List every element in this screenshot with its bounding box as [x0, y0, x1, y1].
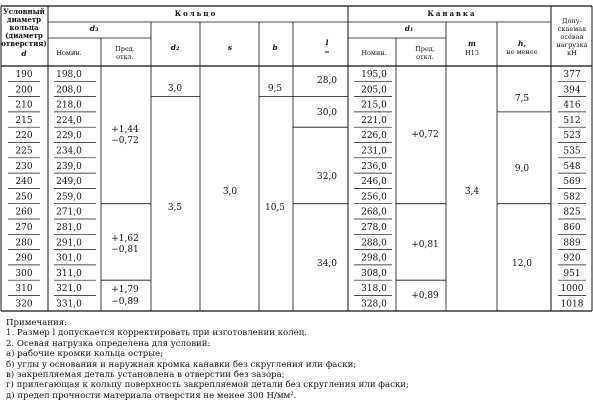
d3-tol-group-b-upper: +1,62: [111, 234, 139, 244]
col-d3-nominal: Номин.: [56, 49, 82, 57]
note-2d: г) прилегающая к кольцу поверхность закрепляемой детали без скругления или фаски;: [6, 380, 409, 391]
table-rules: [1, 6, 592, 311]
col-d1-nominal: Номин.: [361, 49, 387, 57]
row-nominal-diameter: 310: [15, 284, 33, 295]
b-value-b: 10,5: [264, 203, 286, 213]
row-axial-load: 889: [563, 238, 581, 249]
l-value-a: 28,0: [316, 76, 338, 86]
col-d3-tol-2: откл.: [116, 53, 134, 61]
l-value-d: 34,0: [316, 259, 338, 269]
note-1: 1. Размер l допускается корректировать при изготовлении колец.: [6, 328, 308, 339]
note-2c: в) закрепляемая деталь установлена в отверстии без зазора;: [6, 370, 285, 381]
row-ring-d3-nominal: 259,0: [56, 192, 82, 203]
row-ring-d3-nominal: 301,0: [56, 253, 82, 264]
row-ring-d3-nominal: 281,0: [56, 223, 82, 233]
row-nominal-diameter: 210: [15, 100, 33, 111]
col-m-tol: H13: [465, 49, 479, 57]
d1-tol-b: +0,81: [411, 240, 439, 250]
row-groove-d1-nominal: 288,0: [361, 238, 387, 249]
col-d-label-1: Условный: [3, 7, 45, 16]
d3-tol-group-c-lower: −0,89: [111, 297, 139, 307]
col-d-symbol: d: [21, 49, 27, 58]
table-notes: [6, 318, 591, 401]
row-axial-load: 535: [563, 146, 581, 157]
row-axial-load: 825: [563, 207, 581, 218]
d3-tol-group-a-lower: −0,72: [111, 136, 139, 146]
row-nominal-diameter: 240: [15, 177, 33, 188]
row-axial-load: 920: [563, 253, 581, 264]
row-ring-d3-nominal: 249,0: [56, 177, 82, 188]
row-groove-d1-nominal: 308,0: [361, 268, 387, 279]
row-ring-d3-nominal: 234,0: [56, 146, 82, 157]
h-value-b: 9,0: [514, 164, 530, 174]
d2-value-a: 3,0: [167, 84, 183, 94]
l-value-c: 32,0: [316, 172, 338, 182]
row-ring-d3-nominal: 208,0: [56, 85, 82, 96]
col-load-3: осевая: [560, 33, 584, 41]
col-d1-tol-2: откл.: [416, 53, 434, 61]
note-2e: д) предел прочности материала отверстия не менее 300 Н/мм².: [6, 390, 297, 401]
row-nominal-diameter: 320: [15, 299, 33, 310]
row-ring-d3-nominal: 198,0: [56, 70, 82, 80]
row-ring-d3-nominal: 229,0: [56, 131, 82, 142]
col-d1-label: d₁: [404, 24, 414, 33]
row-axial-load: 512: [563, 115, 581, 126]
row-groove-d1-nominal: 318,0: [361, 284, 387, 295]
row-groove-d1-nominal: 231,0: [361, 146, 387, 157]
col-load-5: кН: [567, 49, 577, 57]
group-groove-title: Канавка: [427, 9, 477, 18]
row-groove-d1-nominal: 268,0: [361, 207, 387, 218]
d1-tol-c: +0,89: [411, 291, 439, 301]
col-d3-tol-1: Пред.: [115, 45, 135, 53]
row-groove-d1-nominal: 278,0: [361, 223, 387, 233]
col-l-label: l: [325, 38, 329, 47]
d2-value-b: 3,5: [167, 203, 183, 213]
row-ring-d3-nominal: 311,0: [56, 268, 82, 279]
col-load-4: нагрузка: [556, 41, 588, 49]
row-ring-d3-nominal: 224,0: [56, 115, 82, 126]
row-ring-d3-nominal: 218,0: [56, 100, 82, 111]
row-groove-d1-nominal: 215,0: [361, 100, 387, 111]
row-ring-d3-nominal: 271,0: [56, 207, 82, 218]
m-value: 3,4: [464, 187, 480, 197]
row-groove-d1-nominal: 246,0: [361, 177, 387, 188]
col-d3-label: d₃: [89, 24, 99, 33]
row-axial-load: 548: [563, 161, 581, 172]
col-s-label: s: [227, 43, 233, 52]
col-d1-tol-1: Пред.: [415, 45, 435, 53]
l-value-b: 30,0: [316, 108, 338, 118]
row-axial-load: 377: [563, 70, 581, 80]
row-groove-d1-nominal: 298,0: [361, 253, 387, 264]
row-groove-d1-nominal: 205,0: [361, 85, 387, 96]
h-value-c: 12,0: [511, 259, 533, 269]
col-d-label-2: диаметр: [6, 15, 42, 24]
note-2b: б) углы у основания и наружная кромка канавки без скругления или фаски;: [6, 359, 357, 370]
row-ring-d3-nominal: 239,0: [56, 161, 82, 172]
note-2: 2. Осевая нагрузка определена для условий:: [6, 338, 211, 349]
row-axial-load: 1000: [560, 284, 584, 295]
s-value: 3,0: [222, 187, 238, 197]
row-nominal-diameter: 300: [15, 268, 33, 279]
row-nominal-diameter: 215: [15, 115, 33, 126]
row-axial-load: 569: [563, 177, 581, 188]
row-axial-load: 523: [563, 131, 581, 142]
row-nominal-diameter: 270: [15, 223, 33, 233]
row-nominal-diameter: 225: [15, 146, 33, 157]
merged-cells: [111, 76, 532, 307]
row-nominal-diameter: 200: [15, 85, 33, 96]
row-axial-load: 582: [563, 192, 581, 203]
col-d-label-4: (диаметр: [5, 31, 43, 40]
row-ring-d3-nominal: 321,0: [56, 284, 82, 295]
col-l-approx: ≈: [324, 48, 330, 56]
row-nominal-diameter: 280: [15, 238, 33, 249]
note-2a: а) рабочие кромки кольца острые;: [6, 349, 164, 360]
b-value-a: 9,5: [267, 84, 283, 94]
row-axial-load: 1018: [560, 299, 584, 310]
row-nominal-diameter: 250: [15, 192, 33, 203]
row-groove-d1-nominal: 195,0: [361, 70, 387, 80]
col-m-label: m: [468, 39, 476, 48]
group-ring-title: Кольцо: [174, 9, 218, 18]
row-axial-load: 394: [563, 85, 581, 96]
row-groove-d1-nominal: 236,0: [361, 161, 387, 172]
row-axial-load: 951: [563, 268, 581, 279]
row-ring-d3-nominal: 291,0: [56, 238, 82, 249]
col-d2-label: d₂: [170, 43, 180, 52]
d1-tol-a: +0,72: [411, 130, 439, 140]
row-axial-load: 860: [563, 223, 581, 233]
col-load-1: Допу-: [562, 17, 582, 25]
col-d-label-3: кольца: [9, 23, 39, 32]
col-h-label: h,: [517, 39, 527, 48]
table-header: [1, 7, 587, 61]
d3-tol-group-a-upper: +1,44: [111, 125, 139, 135]
row-axial-load: 416: [563, 100, 581, 111]
row-nominal-diameter: 260: [15, 207, 33, 218]
col-b-label: b: [272, 43, 278, 52]
row-nominal-diameter: 220: [15, 131, 33, 142]
row-groove-d1-nominal: 221,0: [361, 115, 387, 126]
row-groove-d1-nominal: 226,0: [361, 131, 387, 142]
d3-tol-group-c-upper: +1,79: [111, 285, 139, 295]
row-nominal-diameter: 190: [15, 70, 33, 80]
row-ring-d3-nominal: 331,0: [56, 299, 82, 310]
row-nominal-diameter: 290: [15, 253, 33, 264]
h-value-a: 7,5: [514, 94, 530, 104]
notes-title: Примечания:: [6, 318, 68, 328]
col-h-min: не менее: [506, 48, 538, 56]
row-groove-d1-nominal: 328,0: [361, 299, 387, 310]
row-nominal-diameter: 230: [15, 161, 33, 172]
col-load-2: скаемая: [557, 25, 587, 33]
row-groove-d1-nominal: 256,0: [361, 192, 387, 203]
col-d-label-5: отверстия): [1, 39, 47, 48]
d3-tol-group-b-lower: −0,81: [111, 245, 139, 255]
